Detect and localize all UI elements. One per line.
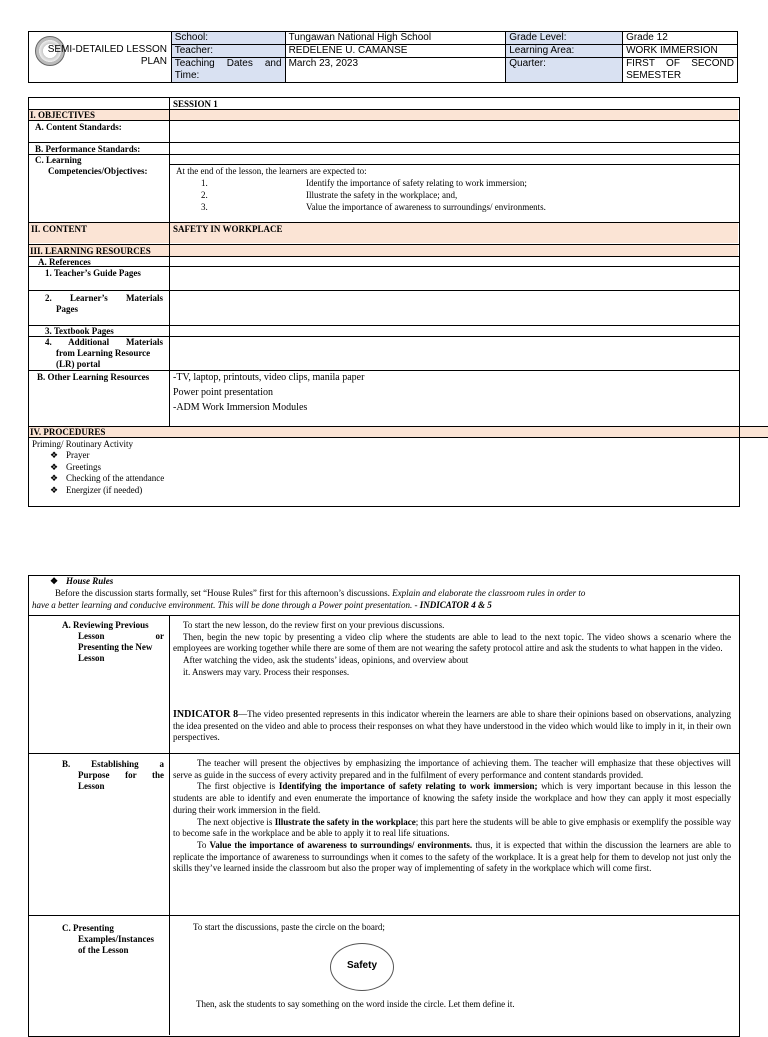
section-c-intro: To start the discussions, paste the circle on the board; [193,922,385,932]
learners-materials-label-2: Pages [56,304,78,314]
other-resources-2: Power point presentation [173,387,273,398]
section-a-label-3: Presenting the New [78,642,153,652]
session-label: SESSION 1 [173,99,218,109]
section-c-instruction: Then, ask the students to say something on the word inside the circle. Let them define it. [196,999,515,1009]
house-rules-text: Before the discussion starts formally, set “House Rules” first for this afternoon’s discussions. Explain and elaborate the classroom rules in order to [55,588,586,598]
section-b-label-2: Purpose for the [78,770,164,780]
procedures-heading: IV. PROCEDURES [30,427,106,437]
grade-value: Grade 12 [623,32,738,45]
bullet-icon: ❖ [50,576,59,586]
section-b-label-3: Lesson [78,781,105,791]
bullet-icon: ❖ [50,485,59,495]
objective-2-num: 2. [201,190,208,200]
additional-materials-label: 4. Additional Materials [45,337,163,347]
textbook-label: 3. Textbook Pages [45,326,114,336]
bullet-icon: ❖ [50,473,59,483]
house-rules-text-2: have a better learning and conducive environment. This will be done through a Power point presentation. - INDICATOR 4 & 5 [32,600,492,610]
objective-1-text: Identify the importance of safety relating to work immersion; [306,178,527,188]
quarter-label: Quarter: [506,58,623,83]
other-resources-3: -ADM Work Immersion Modules [173,402,308,413]
teacher-value: REDELENE U. CAMANSE [285,45,506,58]
teachers-guide-label: 1. Teacher’s Guide Pages [45,268,141,278]
teacher-label: Teacher: [171,45,285,58]
section-c-label-2: Examples/Instances [78,934,155,944]
quarter-value: FIRST OF SECOND SEMESTER [623,58,738,83]
safety-circle-label: Safety [346,960,377,971]
objectives-heading: I. OBJECTIVES [30,110,96,120]
additional-materials-label-2: from Learning Resource [56,348,151,358]
section-a-label-4: Lesson [78,653,105,663]
objective-3-num: 3. [201,202,208,212]
additional-materials-label-3: (LR) portal [56,359,101,369]
dates-label: Teaching Dates and Time: [171,58,285,83]
content-value: SAFETY IN WORKPLACE [173,224,283,234]
section-c-label-3: of the Lesson [78,945,129,955]
priming-heading: Priming/ Routinary Activity [32,439,133,449]
objectives-intro: At the end of the lesson, the learners are expected to: [176,166,367,176]
objective-1-num: 1. [201,178,208,188]
dates-value: March 23, 2023 [285,58,506,83]
priming-item: Prayer [66,450,90,460]
references-label: A. References [38,257,91,267]
header-table [28,31,738,83]
content-heading: II. CONTENT [31,224,88,234]
objective-2-text: Illustrate the safety in the workplace; and, [306,190,458,200]
other-resources-label: B. Other Learning Resources [37,372,150,382]
bullet-icon: ❖ [50,450,59,460]
section-a-content: To start the new lesson, do the review first on your previous discussions. Then, begin the new topic by presenting a video clip where the students are able to lead to the next topic. The video shows a scenario where the employees are working together while there are some of them are not wearing the safety protocol attire and ask the students to what happen in the video. After watching the video, ask the students’ ideas, opinions, and overview about it. Answers may vary. Process their responses. [173,620,731,677]
learners-materials-label: 2. Learner’s Materials [45,293,163,303]
priming-item: Greetings [66,462,101,472]
other-resources-1: -TV, laptop, printouts, video clips, manila paper [173,372,365,383]
section-b-content: The teacher will present the objectives by emphasizing the importance of achieving them. The teacher will emphasize that these objectives will serve as guide in the success of every activity prepared and in the fulfilment of every performance and content standards provided. The first objective is Identifying the importance of safety relating to work immersion; which is very important because in this lesson the students are able to identify and even enumerate the importance of knowing the safety inside the workplace and how they can apply it most especially during their work immersion in the field. The next objective is Illustrate the safety in the workplace; this part here the students will be able to give emphasis or exemplify the possible way to become safe in the workplace and be able to apply it to real life situations. To Value the importance of awareness to surroundings/ environments. thus, it is expected that within the discussion the learners are able to replicate the importance of awareness to surroundings when it comes to the safety of the workplace. It is a great help for them to develop not just only the skills they’ve learned inside the classroom but also the proper way of implementing of safety in the workplace which will come first. [173,758,732,874]
section-a-label: A. Reviewing Previous [62,620,149,630]
priming-item: Energizer (if needed) [66,485,143,495]
content-standards-label: A. Content Standards: [35,122,122,132]
lesson-plan-title: SEMI-DETAILED LESSON PLAN [47,44,167,67]
objective-3-text: Value the importance of awareness to surroundings/ environments. [306,202,546,212]
indicator-8-text: INDICATOR 8—The video presented represents in this indicator wherein the learners are able to share their opinions based on observations, analyzing the idea presented on the video and able to process their responses on what they have understood in the video which would like to imply in it, in their own perspectives. [173,709,732,743]
grade-label: Grade Level: [506,32,623,45]
area-value: WORK IMMERSION [623,45,738,58]
school-label: School: [171,32,285,45]
resources-heading: III. LEARNING RESOURCES [30,246,151,256]
section-c-label: C. Presenting [62,923,114,933]
priming-item: Checking of the attendance [66,473,165,483]
school-value: Tungawan National High School [285,32,506,45]
section-a-label-2: Lesson or [78,631,164,641]
bullet-icon: ❖ [50,462,59,472]
house-rules-title: House Rules [66,576,114,586]
competencies-label: C. Learning [35,155,82,165]
performance-standards-label: B. Performance Standards: [35,144,141,154]
competencies-label-2: Competencies/Objectives: [48,166,148,176]
area-label: Learning Area: [506,45,623,58]
section-b-label: B. Establishing a [62,759,164,769]
